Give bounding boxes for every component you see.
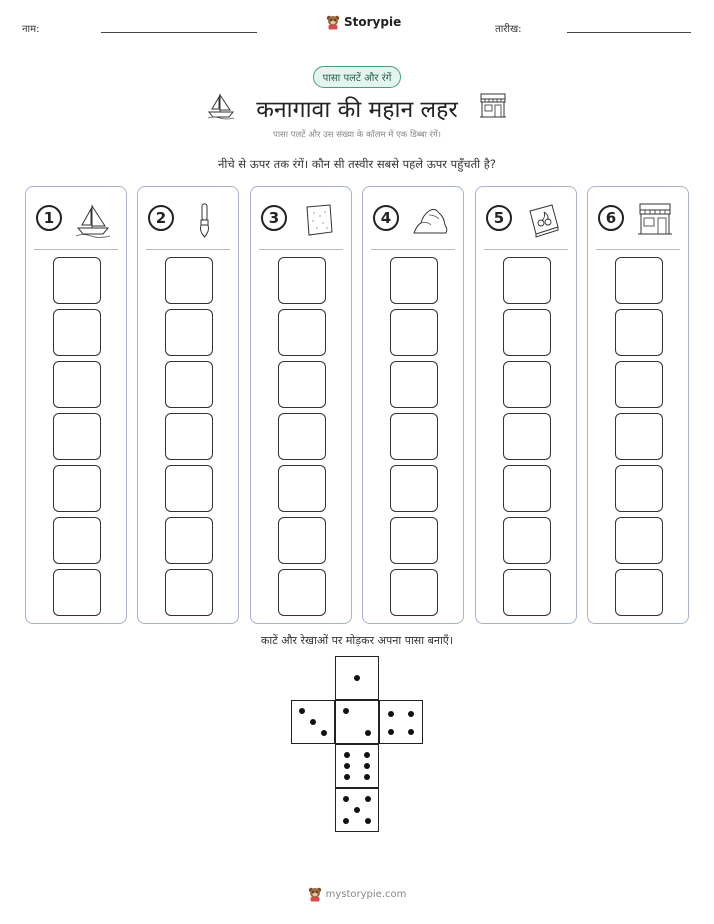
column-header [26, 187, 126, 249]
dice-face-4 [379, 700, 423, 744]
cherry-box-icon [524, 201, 562, 239]
pip [299, 708, 305, 714]
color-box[interactable] [615, 361, 663, 408]
page-title: कनागावा की महान लहर [256, 97, 458, 123]
color-box[interactable] [615, 517, 663, 564]
pip [365, 818, 371, 824]
dice-face-5 [335, 788, 379, 832]
column-number: 4 [373, 205, 399, 231]
color-box[interactable] [615, 309, 663, 356]
shop-icon [636, 201, 674, 239]
pip [321, 730, 327, 736]
dice-face-2 [335, 700, 379, 744]
pip [354, 807, 360, 813]
color-box[interactable] [615, 569, 663, 616]
color-box[interactable] [53, 569, 101, 616]
column-header [588, 187, 688, 249]
color-box[interactable] [503, 257, 551, 304]
pip [388, 711, 394, 717]
pip [365, 796, 371, 802]
paintbrush-icon [186, 201, 224, 239]
brand-name: Storypie [344, 15, 402, 29]
color-box[interactable] [390, 257, 438, 304]
pip [408, 711, 414, 717]
dice-face-1 [335, 656, 379, 700]
column-2 [137, 186, 239, 624]
pip [343, 796, 349, 802]
pip [365, 730, 371, 736]
dice-face-6 [335, 744, 379, 788]
color-box[interactable] [390, 569, 438, 616]
date-line[interactable] [567, 32, 691, 33]
color-box[interactable] [503, 465, 551, 512]
page-subtitle: पासा पलटें और उस संख्या के कॉलम में एक डिब्बा रंगें। [273, 130, 441, 140]
color-box[interactable] [615, 413, 663, 460]
column-number: 1 [36, 205, 62, 231]
color-box[interactable] [390, 413, 438, 460]
column-4 [362, 186, 464, 624]
color-box[interactable] [53, 465, 101, 512]
pip [344, 752, 350, 758]
color-box[interactable] [503, 569, 551, 616]
color-box[interactable] [278, 309, 326, 356]
color-box[interactable] [53, 257, 101, 304]
sailboat-icon [74, 201, 112, 239]
pip [344, 763, 350, 769]
column-number: 5 [486, 205, 512, 231]
color-box[interactable] [53, 361, 101, 408]
color-box[interactable] [165, 569, 213, 616]
color-box[interactable] [278, 465, 326, 512]
color-box[interactable] [503, 517, 551, 564]
footer-url[interactable]: mystorypie.com [325, 888, 407, 900]
color-box[interactable] [278, 517, 326, 564]
pip [364, 774, 370, 780]
color-box[interactable] [165, 257, 213, 304]
color-box[interactable] [615, 465, 663, 512]
column-3 [250, 186, 352, 624]
column-number: 2 [148, 205, 174, 231]
paper-sheet-icon [299, 201, 337, 239]
pip [310, 719, 316, 725]
column-header [363, 187, 463, 249]
pip [343, 818, 349, 824]
pip [344, 774, 350, 780]
color-box[interactable] [53, 517, 101, 564]
column-header [476, 187, 576, 249]
dice-face-3 [291, 700, 335, 744]
activity-tag: पासा पलटें और रंगें [0, 66, 714, 88]
column-6 [587, 186, 689, 624]
color-box[interactable] [278, 361, 326, 408]
pip [364, 763, 370, 769]
color-box[interactable] [53, 413, 101, 460]
color-box[interactable] [165, 361, 213, 408]
color-box[interactable] [165, 465, 213, 512]
color-box[interactable] [165, 413, 213, 460]
name-label: नाम: [22, 24, 40, 35]
pip [343, 708, 349, 714]
pip [364, 752, 370, 758]
column-number: 3 [261, 205, 287, 231]
column-1 [25, 186, 127, 624]
column-header [138, 187, 238, 249]
color-box[interactable] [390, 309, 438, 356]
color-box[interactable] [390, 361, 438, 408]
color-box[interactable] [390, 517, 438, 564]
column-number: 6 [598, 205, 624, 231]
color-box[interactable] [503, 413, 551, 460]
fold-instruction: काटें और रेखाओं पर मोड़कर अपना पासा बनाएँ। [260, 634, 454, 647]
instruction-text: नीचे से ऊपर तक रंगें। कौन सी तस्वीर सबसे पहले ऊपर पहुँचती है? [217, 157, 497, 171]
color-box[interactable] [53, 309, 101, 356]
color-box[interactable] [503, 309, 551, 356]
color-box[interactable] [503, 361, 551, 408]
color-box[interactable] [165, 517, 213, 564]
shop-title-icon [478, 92, 508, 120]
pip [354, 675, 360, 681]
bear-mascot-icon [326, 14, 340, 30]
color-box[interactable] [278, 569, 326, 616]
color-box[interactable] [615, 257, 663, 304]
pip [388, 729, 394, 735]
column-header [251, 187, 351, 249]
wave-icon [411, 201, 449, 239]
footer [0, 886, 714, 902]
name-line[interactable] [101, 32, 257, 33]
date-label: तारीख: [495, 24, 522, 35]
color-box[interactable] [390, 465, 438, 512]
color-box[interactable] [278, 413, 326, 460]
column-5 [475, 186, 577, 624]
color-box[interactable] [278, 257, 326, 304]
bear-mascot-icon [308, 886, 322, 902]
pip [408, 729, 414, 735]
color-box[interactable] [165, 309, 213, 356]
brand-logo [326, 14, 401, 30]
